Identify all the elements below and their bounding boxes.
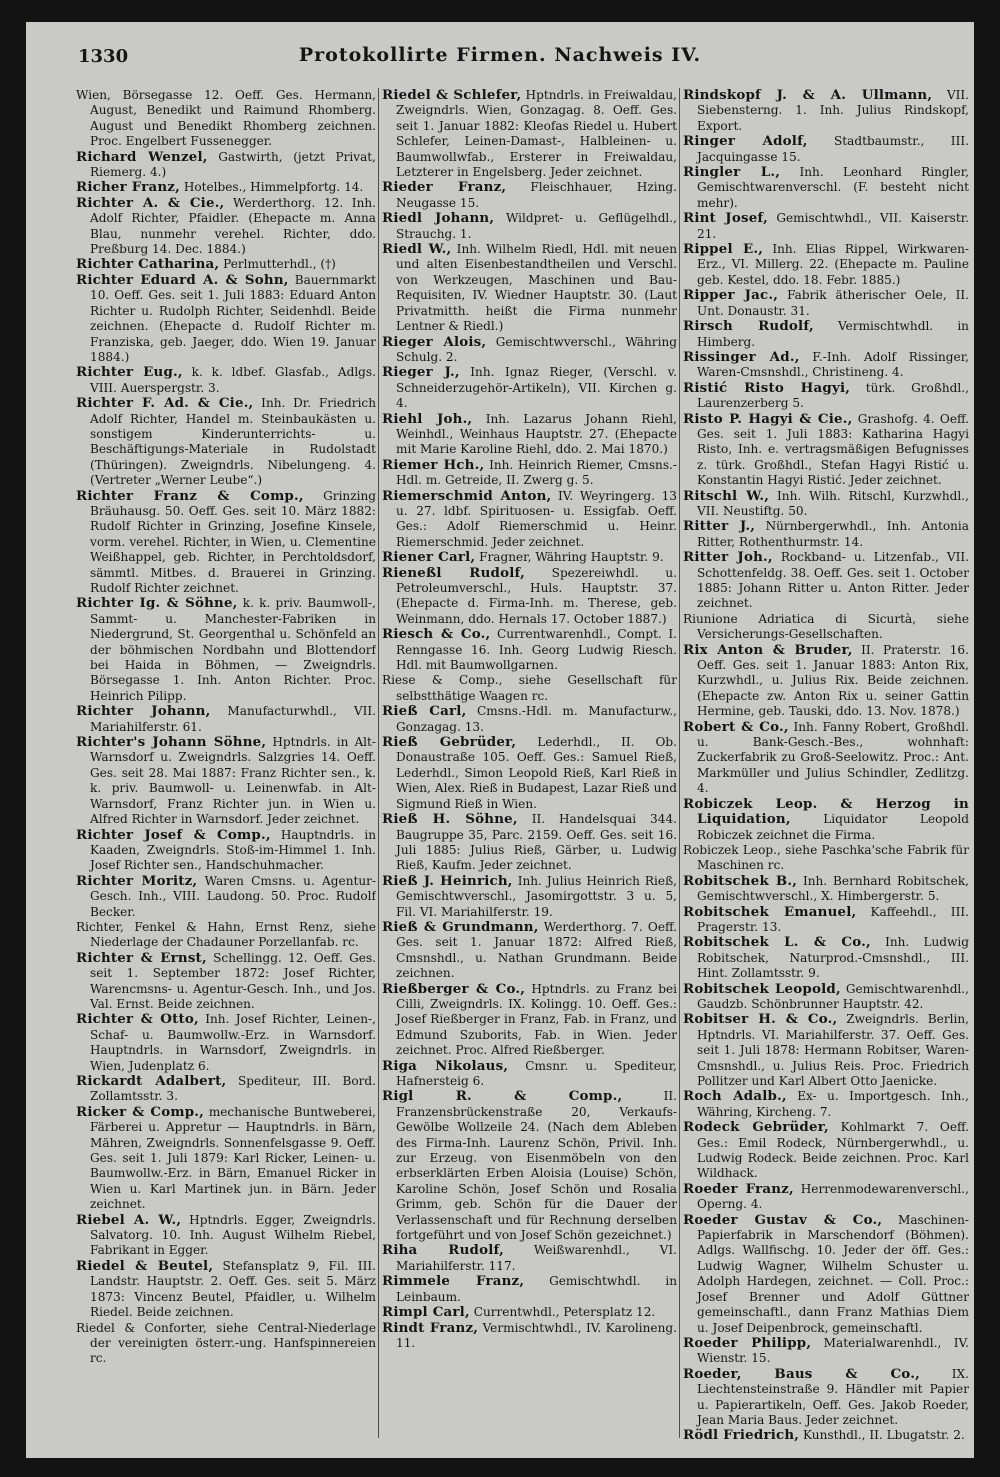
- entry-text: Stefansplatz 9, Fil. III. Landstr. Hauptstr. 2. Oeff. Ges. seit 5. März 1873: Vincenz Beutel, Pfaidler, u. Wilhelm Riedel. Beide zeichnen.: [90, 1258, 376, 1320]
- directory-entry: [683, 319, 969, 350]
- directory-entry: [382, 1321, 677, 1352]
- directory-entry: [382, 1305, 677, 1320]
- firm-name: Richter A. & Cie.,: [76, 194, 225, 211]
- directory-entry: [683, 381, 969, 412]
- entry-text: Inh. Fanny Robert, Großhdl. u. Bank-Gesch.-Bes., wohnhaft: Zuckerfabrik zu Groß-Seelowitz. Proc.: Ant. Markmüller und Julius Schindler, Zedlitzg. 4.: [697, 719, 969, 796]
- directory-entry: [76, 365, 376, 396]
- firm-name: Roeder Franz,: [683, 1180, 794, 1197]
- entry-text: Vermischtwhdl., IV. Karolineng. 11.: [396, 1320, 677, 1350]
- entry-text: Robiczek Leop., siehe Paschka'sche Fabrik für Maschinen rc.: [683, 842, 969, 873]
- entry-text: Kohlmarkt 7. Oeff. Ges.: Emil Rodeck, Nürnbergerwhdl., u. Ludwig Rodeck. Beide zeichnen. Proc. Karl Wildhack.: [697, 1120, 969, 1181]
- entry-text: Inh. Heinrich Riemer, Cmsns.-Hdl. m. Getreide, II. Zwerg g. 5.: [396, 457, 677, 488]
- directory-entry: [382, 812, 677, 874]
- entry-text: VII. Siebensterng. 1. Inh. Julius Rindskopf, Export.: [697, 88, 969, 133]
- firm-name: Riebel A. W.,: [76, 1211, 182, 1228]
- firm-name: Rindt Franz,: [382, 1319, 479, 1336]
- firm-name: Richter & Otto,: [76, 1011, 199, 1028]
- firm-name: Riedl Johann,: [382, 210, 495, 227]
- column-right: [683, 88, 969, 1448]
- entry-text: Inh. Wilhelm Riedl, Hdl. mit neuen und alten Eisenbestandtheilen und Verschl. von Werkzeugen, Maschinen und Bau-Requisiten, IV. Wiedner Hauptstr. 30. (Laut Privatmitth. heißt die Firma nunmehr Lentner & Riedl.): [396, 242, 677, 334]
- page-number: 1330: [78, 46, 129, 67]
- directory-entry: [382, 88, 677, 180]
- directory-entry: [76, 1105, 376, 1213]
- firm-name: Riga Nikolaus,: [382, 1057, 509, 1074]
- column-divider: [378, 88, 379, 1438]
- entry-text: mechanische Buntweberei, Färberei u. Appretur — Hauptndrls. in Bärn, Mähren, Zweigndrls. Sonnenfelsgasse 9. Oeff. Ges. seit 1. Juli 1879: Karl Ricker, Leinen- u. Baumwollw.-Erz. in Bärn, Emanuel Ricker in Wien u. Karl Martinek jun. in Bärn. Jeder zeichnet.: [90, 1104, 376, 1212]
- directory-entry: [683, 843, 969, 874]
- directory-entry: [76, 704, 376, 735]
- firm-name: Rippel E.,: [683, 241, 764, 258]
- entry-text: Spezereiwhdl. u. Petroleumverschl., Huls. Hauptstr. 37. (Ehepacte d. Firma-Inh. m. Therese, geb. Weinmann, ddo. Hernals 17. October 1887.): [396, 565, 677, 626]
- entry-text: Perlmutterhdl., (†): [223, 257, 336, 272]
- firm-name: Riedl W.,: [382, 241, 452, 258]
- entry-text: Bauernmarkt 10. Oeff. Ges. seit 1. Juli 1883: Eduard Anton Richter u. Rudolph Richter, Seidenhdl. Beide zeichnen. (Ehepacte d. Rudolf Richter m. Franziska, geb. Jaeger, ddo. Wien 19. Januar 1884.): [90, 272, 376, 364]
- directory-entry: [382, 335, 677, 366]
- directory-entry: [382, 412, 677, 458]
- firm-name: Ringler L.,: [683, 164, 781, 181]
- firm-name: Robert & Co.,: [683, 718, 789, 735]
- entry-text: Weißwarenhdl., VI. Mariahilferstr. 117.: [396, 1243, 677, 1273]
- directory-entry: [382, 365, 677, 411]
- firm-name: Rimmele Franz,: [382, 1273, 525, 1290]
- entry-text: Nürnbergerwhdl., Inh. Antonia Ritter, Rothenthurmstr. 14.: [697, 519, 969, 549]
- firm-name: Richter Eug.,: [76, 364, 183, 381]
- directory-entry: [382, 1243, 677, 1274]
- directory-entry: [382, 704, 677, 735]
- directory-entry: [683, 982, 969, 1013]
- directory-entry: [76, 951, 376, 1013]
- firm-name: Richter F. Ad. & Cie.,: [76, 395, 254, 412]
- entry-text: Hotelbes., Himmelpfortg. 14.: [183, 180, 364, 195]
- firm-name: Rieneßl Rudolf,: [382, 564, 526, 581]
- directory-entry: [683, 350, 969, 381]
- firm-name: Richter Ig. & Söhne,: [76, 595, 238, 612]
- directory-entry: [382, 874, 677, 920]
- entry-text: k. k. ldbef. Glasfab., Adlgs. VIII. Auerspergstr. 3.: [90, 365, 376, 395]
- firm-name: Riedel & Beutel,: [76, 1257, 214, 1274]
- entry-text: Inh. Elias Rippel, Wirkwaren-Erz., VI. Millerg. 22. (Ehepacte m. Pauline geb. Kestel, ddo. 18. Febr. 1885.): [697, 242, 969, 287]
- directory-entry: [683, 1336, 969, 1367]
- entry-text: Maschinen-Papierfabrik in Marschendorf (Böhmen). Adlgs. Wallfischg. 10. Jeder der öff. Ges.: Ludwig Wagner, Wilhelm Schuster u. Adolph Hardegen, zeichnet. — Coll. Proc.: Josef Brenner und Adolf Güttner gemeinschaftl., dann Franz Mathias Diem u. Josef Deipenbrock, gemeinschaftl.: [697, 1212, 969, 1335]
- firm-name: Richer Franz,: [76, 179, 180, 196]
- entry-text: Fabrik ätherischer Oele, II. Unt. Donaustr. 31.: [697, 288, 969, 318]
- firm-name: Rieß & Grundmann,: [382, 918, 539, 935]
- firm-name: Richter Eduard A. & Sohn,: [76, 271, 289, 288]
- entry-text: Inh. Ignaz Rieger, (Verschl. v. Schneiderzugehör-Artikeln), VII. Kirchen g. 4.: [396, 365, 677, 411]
- directory-entry: [382, 458, 677, 489]
- entry-text: Cmsns.-Hdl. m. Manufacturw., Gonzagag. 13.: [396, 704, 677, 734]
- firm-name: Richter Josef & Comp.,: [76, 826, 271, 843]
- directory-entry: [683, 134, 969, 165]
- entry-text: Kaffeehdl., III. Pragerstr. 13.: [697, 904, 969, 934]
- firm-name: Ritter Joh.,: [683, 549, 773, 566]
- directory-entry: [382, 180, 677, 211]
- entry-text: Stadtbaumstr., III. Jacquingasse 15.: [697, 134, 969, 164]
- directory-entry: [76, 180, 376, 195]
- entry-text: türk. Großhdl., Laurenzerberg 5.: [697, 380, 969, 411]
- directory-entry: [382, 982, 677, 1059]
- firm-name: Riener Carl,: [382, 549, 476, 566]
- entry-text: Wien, Börsegasse 12. Oeff. Ges. Hermann, August, Benedikt und Raimund Rhomberg. August und Benedikt Rhomberg zeichnen. Proc. Engelbert Fussenegger.: [76, 88, 376, 149]
- entry-text: Inh. Ludwig Robitschek, Naturprod.-Cmsnshdl., III. Hint. Zollamtsstr. 9.: [697, 935, 969, 981]
- entry-text: Materialwarenhdl., IV. Wienstr. 15.: [697, 1335, 969, 1366]
- directory-entry: [76, 150, 376, 181]
- directory-entry: [76, 920, 376, 951]
- directory-entry: [382, 489, 677, 551]
- entry-text: Inh. Wilh. Ritschl, Kurzwhdl., VII. Neustiftg. 50.: [697, 488, 969, 518]
- directory-entry: [683, 1428, 969, 1443]
- entry-text: Grinzing Bräuhausg. 50. Oeff. Ges. seit 10. März 1882: Rudolf Richter in Grinzing, Josefine Kinsele, vorm. verehel. Richter, in Wien, u. Clementine Weißhappel, geb. Richter, in Perchtoldsdorf, sämmtl. Mitbes. d. Brauerei in Grinzing. Rudolf Richter zeichnet.: [90, 488, 376, 595]
- entry-text: Zweigndrls. Berlin, Hptndrls. VI. Mariahilferstr. 37. Oeff. Ges. seit 1. Juli 1878: Hermann Robitser, Waren-Cmsnshdl., u. Julius Reis. Proc. Friedrich Pollitzer und Karl Albert Otto Jaenicke.: [697, 1012, 969, 1088]
- entry-text: Hptndrls. in Freiwaldau, Zweigndrls. Wien, Gonzagag. 8. Oeff. Ges. seit 1. Januar 1882: Kleofas Riedel u. Hubert Schlefer, Leinen-Damast-, Halbleinen- u. Baumwollwfab., Ersterer in Freiwaldau, Letzterer in Engelsberg. Jeder zeichnet.: [396, 88, 677, 180]
- directory-entry: [382, 1089, 677, 1243]
- firm-name: Rieger J.,: [382, 364, 460, 381]
- directory-entry: [683, 1182, 969, 1213]
- directory-entry: [683, 1012, 969, 1089]
- directory-entry: [382, 627, 677, 673]
- directory-entry: [683, 211, 969, 242]
- firm-name: Richard Wenzel,: [76, 148, 208, 165]
- firm-name: Riemer Hch.,: [382, 456, 485, 473]
- entry-text: Cmsnr. u. Spediteur, Hafnersteig 6.: [396, 1058, 677, 1088]
- entry-text: k. k. priv. Baumwoll-, Sammt- u. Manchester-Fabriken in Niedergrund, St. Georgenthal u. Schönfeld an der böhmischen Nordbahn und Blottendorf bei Haida in Böhmen, — Zweigndrls. Börsegasse 1. Inh. Anton Richter. Proc. Heinrich Pilipp.: [90, 596, 376, 703]
- entry-text: Werderthorg. 7. Oeff. Ges. seit 1. Januar 1872: Alfred Rieß, Cmsnshdl., u. Nathan Grundmann. Beide zeichnen.: [396, 919, 677, 981]
- directory-entry: [683, 1213, 969, 1336]
- firm-name: Rieder Franz,: [382, 179, 507, 196]
- firm-name: Riha Rudolf,: [382, 1242, 505, 1259]
- directory-entry: [382, 1274, 677, 1305]
- column-middle: [382, 88, 677, 1448]
- directory-entry: [683, 720, 969, 797]
- directory-entry: [683, 1089, 969, 1120]
- directory-entry: [76, 196, 376, 258]
- directory-entry: [76, 1213, 376, 1259]
- directory-entry: [76, 828, 376, 874]
- entry-text: Riese & Comp., siehe Gesellschaft für selbstthätige Waagen rc.: [382, 673, 677, 703]
- directory-entry: [683, 643, 969, 720]
- directory-entry: [76, 273, 376, 365]
- directory-entry: [683, 412, 969, 489]
- directory-entry: [76, 489, 376, 597]
- firm-name: Rieger Alois,: [382, 333, 487, 350]
- column-left: [76, 88, 376, 1448]
- directory-entry: [382, 211, 677, 242]
- firm-name: Riemerschmid Anton,: [382, 487, 552, 504]
- entry-text: Gemischtwhdl. in Leinbaum.: [396, 1274, 677, 1304]
- entry-text: II. Franzensbrückenstraße 20, Verkaufs-Gewölbe Wollzeile 24. (Nach dem Ableben des Firma-Inh. Laurenz Schön, Privil. Inh. zur Erzeug. von Eisenmöbeln von den erbserklärten Erben Aloisia (Louise) Schön, Karoline Schön, Josef Schön und Rosalia Grimm, geb. Schön für die Dauer der Verlassenschaft und für Rechnung derselben fortgeführt und von Josef Schön gezeichnet.): [396, 1089, 677, 1243]
- firm-name: Rissinger Ad.,: [683, 348, 800, 365]
- directory-entry: [683, 242, 969, 288]
- directory-entry: [382, 920, 677, 982]
- firm-name: Rickardt Adalbert,: [76, 1073, 227, 1089]
- entry-text: Hauptndrls. in Kaaden, Zweigndrls. Stoß-im-Himmel 1. Inh. Josef Richter sen., Handschuhmacher.: [90, 827, 376, 873]
- column-divider: [679, 88, 680, 1438]
- firm-name: Rieß J. Heinrich,: [382, 872, 513, 889]
- directory-entry: [76, 874, 376, 920]
- firm-name: Robitschek Leopold,: [683, 980, 841, 997]
- firm-name: Riehl Joh.,: [382, 410, 473, 427]
- directory-entry: [76, 596, 376, 704]
- firm-name: Riesch & Co.,: [382, 626, 491, 643]
- entry-text: Gemischtwverschl., Währing Schulg. 2.: [396, 334, 677, 364]
- firm-name: Roeder, Baus & Co.,: [683, 1365, 920, 1382]
- entry-text: Inh. Josef Richter, Leinen-, Schaf- u. Baumwollw.-Erz. in Warnsdorf. Hauptndrls. in Warnsdorf, Zweigndrls. in Wien, Judenplatz 6.: [90, 1012, 376, 1073]
- entry-text: Spediteur, III. Bord. Zollamtsstr. 3.: [90, 1074, 376, 1104]
- entry-text: Vermischtwhdl. in Himberg.: [697, 319, 969, 349]
- firm-name: Ritschl W.,: [683, 487, 770, 504]
- entry-text: Inh. Leonhard Ringler, Gemischtwarenverschl. (F. besteht nicht mehr).: [697, 165, 969, 210]
- directory-entry: [683, 489, 969, 520]
- directory-entry: [382, 566, 677, 628]
- entry-text: IX. Liechtensteinstraße 9. Händler mit Papier u. Papierartikeln, Oeff. Ges. Jakob Roeder, Jean Maria Baus. Jeder zeichnet.: [697, 1366, 969, 1427]
- firm-name: Risto P. Hagyi & Cie.,: [683, 410, 853, 427]
- directory-entry: [382, 550, 677, 565]
- firm-name: Richter Johann,: [76, 703, 211, 720]
- directory-entry: [683, 612, 969, 643]
- entry-text: Gemischtwarenhdl., Gaudzb. Schönbrunner Hauptstr. 42.: [697, 981, 969, 1011]
- directory-page: [26, 22, 974, 1458]
- entry-text: Currentwarenhdl., Compt. I. Renngasse 16. Inh. Georg Ludwig Riesch. Hdl. mit Baumwollgarnen.: [396, 627, 677, 673]
- firm-name: Rint Josef,: [683, 210, 768, 227]
- entry-text: Manufacturwhdl., VII. Mariahilferstr. 61.: [90, 704, 376, 734]
- entry-text: Inh. Dr. Friedrich Adolf Richter, Handel m. Steinbaukästen u. sonstigem Kinderunterrichts- u. Beschäftigungs-Materiale in Rudolstadt (Thüringen). Zweigndrls. Nibelungeng. 4. (Vertreter „Werner Leube“.): [90, 396, 376, 488]
- directory-entry: [76, 1259, 376, 1321]
- firm-name: Rieß Gebrüder,: [382, 734, 517, 751]
- firm-name: Roeder Gustav & Co.,: [683, 1211, 883, 1228]
- firm-name: Rigl R. & Comp.,: [382, 1088, 623, 1105]
- firm-name: Ripper Jac.,: [683, 287, 779, 304]
- firm-name: Rodeck Gebrüder,: [683, 1119, 829, 1136]
- entry-text: Inh. Lazarus Johann Riehl, Weinhdl., Weinhaus Hauptstr. 27. (Ehepacte mit Marie Karoline Riehl, ddo. 2. Mai 1870.): [396, 411, 677, 457]
- entry-text: Ex- u. Importgesch. Inh., Währing, Kircheng. 7.: [697, 1089, 969, 1119]
- directory-entry: [683, 519, 969, 550]
- directory-entry: [76, 257, 376, 272]
- entry-text: F.-Inh. Adolf Rissinger, Waren-Cmsnshdl., Christineng. 4.: [697, 349, 969, 380]
- directory-entry: [683, 165, 969, 211]
- entry-text: Kunsthdl., II. Lbugatstr. 2.: [803, 1428, 965, 1443]
- directory-entry: [683, 797, 969, 843]
- entry-text: Currentwhdl., Petersplatz 12.: [473, 1305, 656, 1320]
- entry-text: II. Handelsquai 344. Baugruppe 35, Parc. 2159. Oeff. Ges. seit 16. Juli 1885: Julius Rieß, Gärber, u. Ludwig Rieß, Kaufm. Jeder zeichnet.: [396, 812, 677, 873]
- firm-name: Roeder Philipp,: [683, 1334, 812, 1351]
- directory-entry: [683, 1120, 969, 1182]
- firm-name: Ristić Risto Hagyi,: [683, 379, 851, 396]
- entry-text: Rockband- u. Litzenfab., VII. Schottenfeldg. 38. Oeff. Ges. seit 1. October 1885: Johann Ritter u. Anton Ritter. Jeder zeichnet.: [697, 550, 969, 611]
- directory-entry: [683, 88, 969, 134]
- firm-name: Ringer Adolf,: [683, 133, 808, 150]
- directory-entry: [382, 673, 677, 704]
- entry-text: Wildpret- u. Geflügelhdl., Strauchg. 1.: [396, 211, 677, 241]
- entry-text: Lederhdl., II. Ob. Donaustraße 105. Oeff. Ges.: Samuel Rieß, Lederhdl., Simon Leopold Rieß, Karl Rieß in Wien, Alex. Rieß in Budapest, Lazar Rieß und Sigmund Rieß in Wien.: [396, 735, 677, 811]
- firm-name: Riedel & Schlefer,: [382, 88, 522, 103]
- entry-text: Fleischhauer, Hzing. Neugasse 15.: [396, 180, 677, 210]
- directory-entry: [76, 88, 376, 150]
- firm-name: Rießberger & Co.,: [382, 980, 526, 997]
- entry-text: Hptndrls. Egger, Zweigndrls. Salvatorg. 10. Inh. August Wilhelm Riebel, Fabrikant in Egger.: [90, 1212, 376, 1258]
- firm-name: Ricker & Comp.,: [76, 1103, 204, 1120]
- firm-name: Richter & Ernst,: [76, 949, 207, 966]
- firm-name: Robitschek B.,: [683, 872, 798, 889]
- entry-text: Werderthorg. 12. Inh. Adolf Richter, Pfaidler. (Ehepacte m. Anna Blau, nunmehr verehel. Richter, ddo. Preßburg 14. Dec. 1884.): [90, 195, 376, 257]
- running-title: Protokollirte Firmen. Nachweis IV.: [298, 44, 702, 66]
- entry-text: Richter, Fenkel & Hahn, Ernst Renz, siehe Niederlage der Chadauner Porzellanfab. rc.: [76, 919, 376, 950]
- firm-name: Rindskopf J. & A. Ullmann,: [683, 88, 933, 103]
- firm-name: Rix Anton & Bruder,: [683, 641, 853, 658]
- directory-entry: [382, 1059, 677, 1090]
- entry-text: Hptndrls. zu Franz bei Cilli, Zweigndrls. IX. Kolingg. 10. Oeff. Ges.: Josef Rießberger in Franz, Fab. in Franz, und Edmund Szuborits, Fab. in Wien. Jeder zeichnet. Proc. Alfred Rießberger.: [396, 981, 677, 1058]
- entry-text: Grashofg. 4. Oeff. Ges. seit 1. Juli 1883: Katharina Hagyi Risto, Inh. e. vertragsmäßigen Befugnisses z. türk. Großhdl., Stefan Hagyi Ristić u. Konstantin Hagyi Ristić. Jeder zeichnet.: [697, 411, 969, 488]
- directory-entry: [76, 1321, 376, 1367]
- directory-entry: [683, 1367, 969, 1429]
- entry-text: Inh. Bernhard Robitschek, Gemischtwverschl., X. Himbergerstr. 5.: [697, 873, 969, 904]
- directory-entry: [76, 396, 376, 488]
- entry-text: Riedel & Conforter, siehe Central-Niederlage der vereinigten österr.-ung. Hanfspinnereien rc.: [76, 1320, 376, 1366]
- entry-text: IV. Weyringerg. 13 u. 27. ldbf. Spirituosen- u. Essigfab. Oeff. Ges.: Adolf Riemerschmid u. Heinr. Riemerschmid. Jeder zeichnet.: [396, 488, 677, 549]
- directory-entry: [683, 550, 969, 612]
- directory-entry: [382, 242, 677, 334]
- firm-name: Rödl Friedrich,: [683, 1427, 800, 1444]
- firm-name: Rieß H. Söhne,: [382, 811, 518, 828]
- directory-entry: [683, 935, 969, 981]
- entry-text: Herrenmodewarenverschl., Operng. 4.: [697, 1181, 969, 1212]
- firm-name: Robiczek Leop. & Herzog in Liquidation,: [683, 795, 969, 828]
- firm-name: Robitschek Emanuel,: [683, 903, 857, 920]
- firm-name: Robitser H. & Co.,: [683, 1011, 838, 1028]
- firm-name: Richter Franz & Comp.,: [76, 487, 304, 504]
- firm-name: Rirsch Rudolf,: [683, 318, 814, 335]
- entry-text: Gemischtwhdl., VII. Kaiserstr. 21.: [697, 211, 969, 241]
- firm-name: Richter Moritz,: [76, 872, 198, 889]
- entry-text: Riunione Adriatica di Sicurtà, siehe Versicherungs-Gesellschaften.: [683, 611, 969, 642]
- entry-text: Fragner, Währing Hauptstr. 9.: [479, 550, 664, 565]
- firm-name: Richter Catharina,: [76, 256, 220, 273]
- firm-name: Ritter J.,: [683, 518, 756, 535]
- firm-name: Robitschek L. & Co.,: [683, 934, 871, 951]
- entry-text: Inh. Julius Heinrich Rieß, Gemischtwverschl., Jasomirgottstr. 3 u. 5, Fil. VI. Mariahilferstr. 19.: [396, 873, 677, 919]
- directory-entry: [76, 735, 376, 827]
- firm-name: Roch Adalb.,: [683, 1088, 787, 1105]
- entry-text: Waren Cmsns. u. Agentur-Gesch. Inh., VIII. Laudong. 50. Proc. Rudolf Becker.: [90, 873, 376, 919]
- directory-entry: [683, 905, 969, 936]
- directory-entry: [683, 874, 969, 905]
- firm-name: Rieß Carl,: [382, 703, 467, 720]
- entry-text: Liquidator Leopold Robiczek zeichnet die Firma.: [697, 812, 969, 842]
- entry-text: II. Praterstr. 16. Oeff. Ges. seit 1. Januar 1883: Anton Rix, Kurzwhdl., u. Julius Rix. Beide zeichnen. (Ehepacte zw. Anton Rix u. seiner Gattin Hermine, geb. Tauski, ddo. 13. Nov. 1878.): [697, 642, 969, 719]
- page-header: [26, 22, 974, 86]
- entry-text: Hptndrls. in Alt-Warnsdorf u. Zweigndrls. Salzgries 14. Oeff. Ges. seit 28. Mai 1887: Franz Richter sen., k. k. priv. Baumwoll- u. Leinenwfab. in Alt-Warnsdorf, Franz Richter jun. in Wien u. Alfred Richter in Warnsdorf. Jeder zeichnet.: [90, 735, 376, 827]
- directory-entry: [76, 1074, 376, 1105]
- entry-text: Schellingg. 12. Oeff. Ges. seit 1. September 1872: Josef Richter, Warencmsns- u. Agentur-Gesch. Inh., und Jos. Val. Ernst. Beide zeichnen.: [90, 950, 376, 1011]
- directory-entry: [683, 288, 969, 319]
- firm-name: Richter's Johann Söhne,: [76, 734, 267, 751]
- directory-entry: [76, 1012, 376, 1074]
- entry-text: Gastwirth, (jetzt Privat, Riemerg. 4.): [90, 149, 376, 180]
- firm-name: Rimpl Carl,: [382, 1304, 470, 1321]
- directory-entry: [382, 735, 677, 812]
